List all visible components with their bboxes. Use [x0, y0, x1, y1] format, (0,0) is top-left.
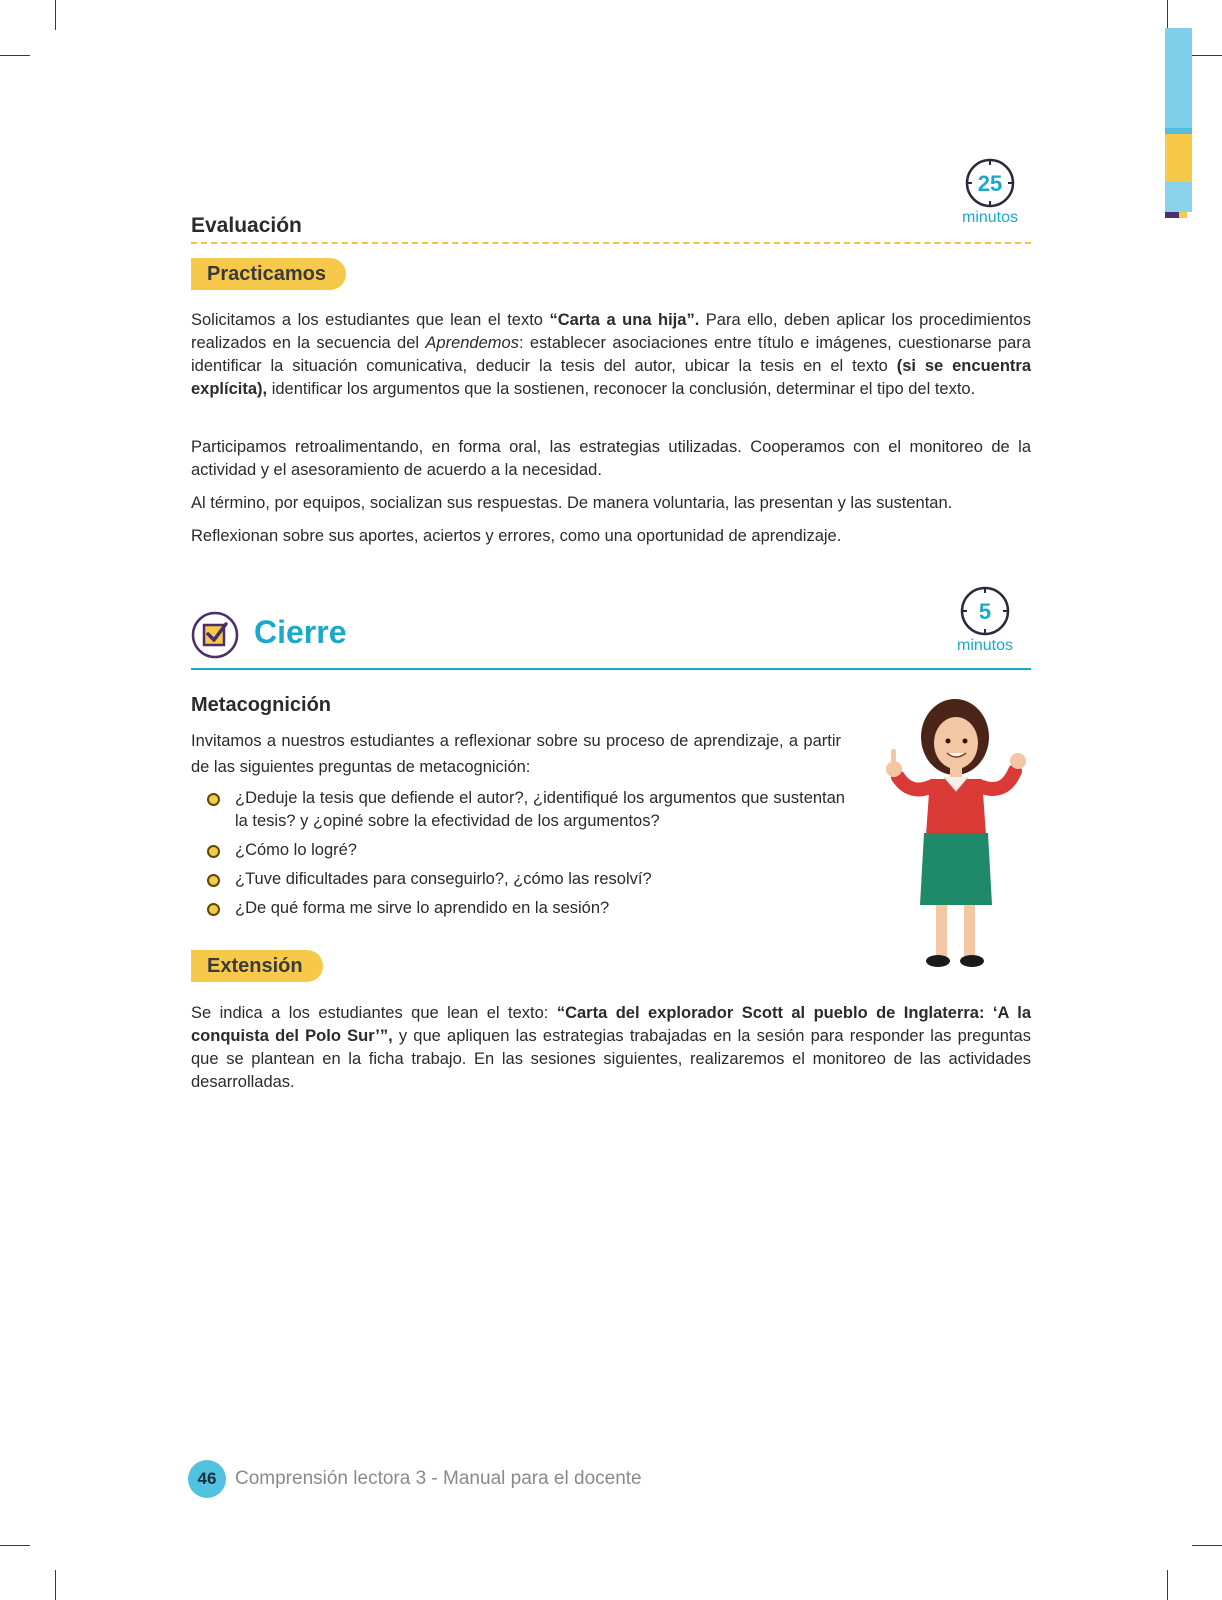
- checkbox-icon: [191, 611, 239, 659]
- timer-unit: minutos: [961, 209, 1019, 226]
- paragraph-practicamos-4: Reflexionan sobre sus aportes, aciertos y errores, como una oportunidad de aprendizaje.: [191, 527, 842, 545]
- metacognition-questions: [205, 787, 845, 926]
- timer-cierre: [945, 585, 1025, 655]
- solid-divider: [191, 668, 1031, 670]
- crop-mark: [1192, 1545, 1222, 1546]
- crop-mark: [1167, 1570, 1168, 1600]
- stopwatch-icon: [959, 585, 1011, 637]
- edge-tab-purple: [1165, 212, 1179, 218]
- pill-practicamos: Practicamos: [191, 258, 346, 290]
- bullet-icon: [207, 903, 220, 916]
- timer-value: 25: [977, 171, 1003, 196]
- footer-title: Comprensión lectora 3 - Manual para el docente: [235, 1468, 642, 1489]
- crop-mark: [1167, 0, 1168, 30]
- crop-mark: [0, 1545, 30, 1546]
- edge-tab-yellow: [1165, 134, 1192, 182]
- crop-mark: [55, 1570, 56, 1600]
- page-number: 46: [188, 1460, 226, 1498]
- bullet-icon: [207, 793, 220, 806]
- paragraph-practicamos-3: Al término, por equipos, socializan sus respuestas. De manera voluntaria, las presentan y las sustentan.: [191, 494, 953, 512]
- crop-mark: [55, 0, 56, 30]
- edge-tab-yellow-small: [1179, 212, 1187, 218]
- section-title-cierre: Cierre: [254, 614, 347, 650]
- timer-unit: minutos: [956, 637, 1014, 654]
- list-item: ¿Deduje la tesis que defiende el autor?, ¿identifiqué los argumentos que sustentan la tesis? y ¿opiné sobre la efectividad de los argumentos?: [205, 787, 845, 833]
- crop-mark: [1192, 55, 1222, 56]
- dashed-divider: [191, 242, 1031, 244]
- edge-tab-blue: [1165, 28, 1192, 128]
- section-title-evaluacion: Evaluación: [191, 214, 302, 237]
- subsection-title-metacognicion: Metacognición: [191, 694, 332, 716]
- paragraph-practicamos-2: Participamos retroalimentando, en forma oral, las estrategias utilizadas. Cooperamos con el monitoreo de la actividad y el asesoramiento de acuerdo a la necesidad.: [191, 438, 1031, 479]
- list-item: ¿Tuve dificultades para conseguirlo?, ¿cómo las resolví?: [205, 868, 845, 891]
- edge-tab-lightblue-2: [1165, 182, 1192, 212]
- timer-evaluacion: [950, 157, 1030, 227]
- pill-extension: Extensión: [191, 950, 323, 982]
- bullet-icon: [207, 874, 220, 887]
- list-item: ¿Cómo lo logré?: [205, 839, 845, 862]
- bullet-icon: [207, 845, 220, 858]
- stopwatch-icon: [964, 157, 1016, 209]
- paragraph-metacognicion-intro: Invitamos a nuestros estudiantes a reflexionar sobre su proceso de aprendizaje, a partir de las siguientes preguntas de metacognición:: [191, 732, 841, 776]
- crop-mark: [0, 55, 30, 56]
- timer-value: 5: [978, 599, 992, 624]
- list-item: ¿De qué forma me sirve lo aprendido en la sesión?: [205, 897, 845, 920]
- paragraph-practicamos-1: Solicitamos a los estudiantes que lean el texto “Carta a una hija”. Para ello, deben aplicar los procedimientos realizados en la secuencia del Aprendemos: establecer asociaciones entre título e imágenes, cuestionarse para identificar la situación comunicativa, deducir la tesis del autor, ubicar la tesis en el texto (si se encuentra explícita), identificar los argumentos que la sostienen, reconocer la conclusión, determinar el tipo del texto.: [191, 311, 1031, 398]
- paragraph-extension: Se indica a los estudiantes que lean el texto: “Carta del explorador Scott al pueblo de Inglaterra: ‘A la conquista del Polo Sur’”, y que apliquen las estrategias trabajadas en la sesión para responder las preguntas que se plantean en la ficha trabajo. En las sesiones siguientes, realizaremos el monitoreo de las actividades desarrolladas.: [191, 1004, 1031, 1091]
- teacher-illustration: [880, 695, 1030, 975]
